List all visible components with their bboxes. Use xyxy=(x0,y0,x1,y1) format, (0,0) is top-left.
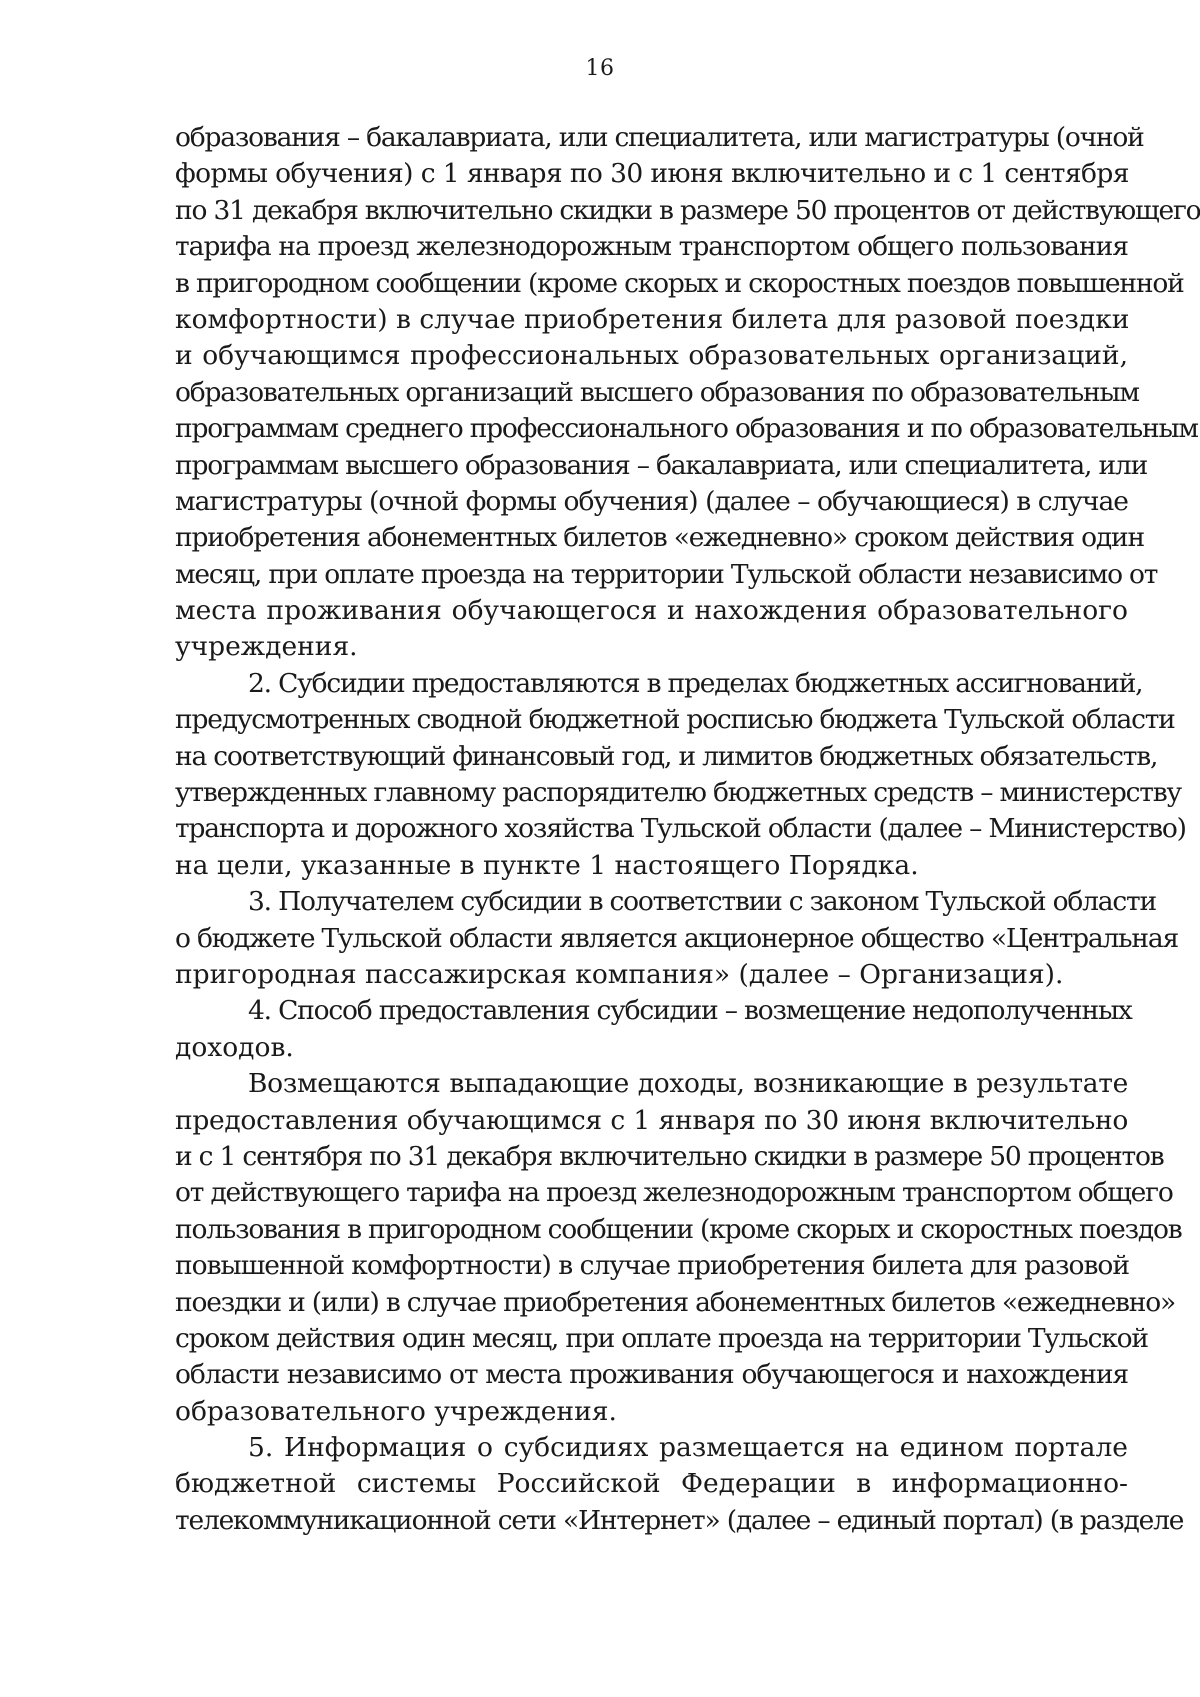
text-line: поездки и (или) в случае приобретения абонементных билетов «ежедневно» xyxy=(175,1286,1176,1318)
text-line: бюджетной системы Российской Федерации в информационно- xyxy=(175,1468,1128,1500)
text-line: утвержденных главному распорядителю бюджетных средств – министерству xyxy=(175,777,1181,809)
text-line: приобретения абонементных билетов «ежедневно» сроком действия один xyxy=(175,522,1144,554)
paragraph-reimbursement xyxy=(175,1066,1182,1430)
paragraph-item-5 xyxy=(175,1430,1184,1539)
text-line: 3. Получателем субсидии в соответствии с законом Тульской области xyxy=(248,886,1156,918)
text-line: на цели, указанные в пункте 1 настоящего Порядка. xyxy=(175,849,919,881)
paragraph-continued xyxy=(175,120,1200,666)
text-line: доходов. xyxy=(175,1031,294,1063)
text-line: по 31 декабря включительно скидки в размере 50 процентов от действующего xyxy=(175,194,1200,226)
text-line: пригородная пассажирская компания» (далее – Организация). xyxy=(175,958,1064,990)
text-line: учреждения. xyxy=(175,631,358,663)
text-line: магистратуры (очной формы обучения) (далее – обучающиеся) в случае xyxy=(175,485,1128,517)
text-line: образовательных организаций высшего образования по образовательным xyxy=(175,376,1139,408)
paragraph-item-3 xyxy=(175,884,1178,993)
text-line: от действующего тарифа на проезд железнодорожным транспортом общего xyxy=(175,1177,1173,1209)
text-line: образования – бакалавриата, или специалитета, или магистратуры (очной xyxy=(175,122,1144,153)
text-line: 5. Информация о субсидиях размещается на едином портале xyxy=(248,1432,1128,1464)
text-line: образовательного учреждения. xyxy=(175,1395,617,1427)
text-line: тарифа на проезд железнодорожным транспортом общего пользования xyxy=(175,231,1128,263)
text-line: программам высшего образования – бакалавриата, или специалитета, или xyxy=(175,449,1148,481)
text-line: предоставления обучающимся с 1 января по 30 июня включительно xyxy=(175,1104,1128,1136)
text-line: пользования в пригородном сообщении (кроме скорых и скоростных поездов xyxy=(175,1213,1182,1245)
text-line: области независимо от места проживания обучающегося и нахождения xyxy=(175,1359,1128,1391)
text-line: в пригородном сообщении (кроме скорых и скоростных поездов повышенной xyxy=(175,267,1184,299)
text-line: программам среднего профессионального образования и по образовательным xyxy=(175,413,1198,445)
paragraph-item-4 xyxy=(175,993,1132,1066)
text-line: 4. Способ предоставления субсидии – возмещение недополученных xyxy=(248,995,1132,1027)
text-line: формы обучения) с 1 января по 30 июня включительно и с 1 сентября xyxy=(175,158,1129,190)
page-number: 16 xyxy=(585,56,615,81)
text-line: транспорта и дорожного хозяйства Тульской области (далее – Министерство) xyxy=(175,813,1186,845)
text-line: сроком действия один месяц, при оплате проезда на территории Тульской xyxy=(175,1322,1148,1354)
text-line: и с 1 сентября по 31 декабря включительно скидки в размере 50 процентов xyxy=(175,1140,1164,1172)
text-line: предусмотренных сводной бюджетной росписью бюджета Тульской области xyxy=(175,704,1175,736)
text-line: места проживания обучающегося и нахождения образовательного xyxy=(175,595,1128,627)
text-line: о бюджете Тульской области является акционерное общество «Центральная xyxy=(175,922,1178,954)
text-line: и обучающимся профессиональных образовательных организаций, xyxy=(175,340,1128,372)
document-body xyxy=(175,120,1200,1539)
text-line: на соответствующий финансовый год, и лимитов бюджетных обязательств, xyxy=(175,740,1158,772)
paragraph-item-2 xyxy=(175,666,1186,884)
text-line: месяц, при оплате проезда на территории Тульской области независимо от xyxy=(175,558,1158,590)
text-line: Возмещаются выпадающие доходы, возникающие в результате xyxy=(248,1068,1128,1100)
text-line: телекоммуникационной сети «Интернет» (далее – единый портал) (в разделе xyxy=(175,1504,1184,1536)
text-line: повышенной комфортности) в случае приобретения билета для разовой xyxy=(175,1250,1130,1282)
text-line: 2. Субсидии предоставляются в пределах бюджетных ассигнований, xyxy=(248,667,1143,699)
text-line: комфортности) в случае приобретения билета для разовой поездки xyxy=(175,303,1130,335)
